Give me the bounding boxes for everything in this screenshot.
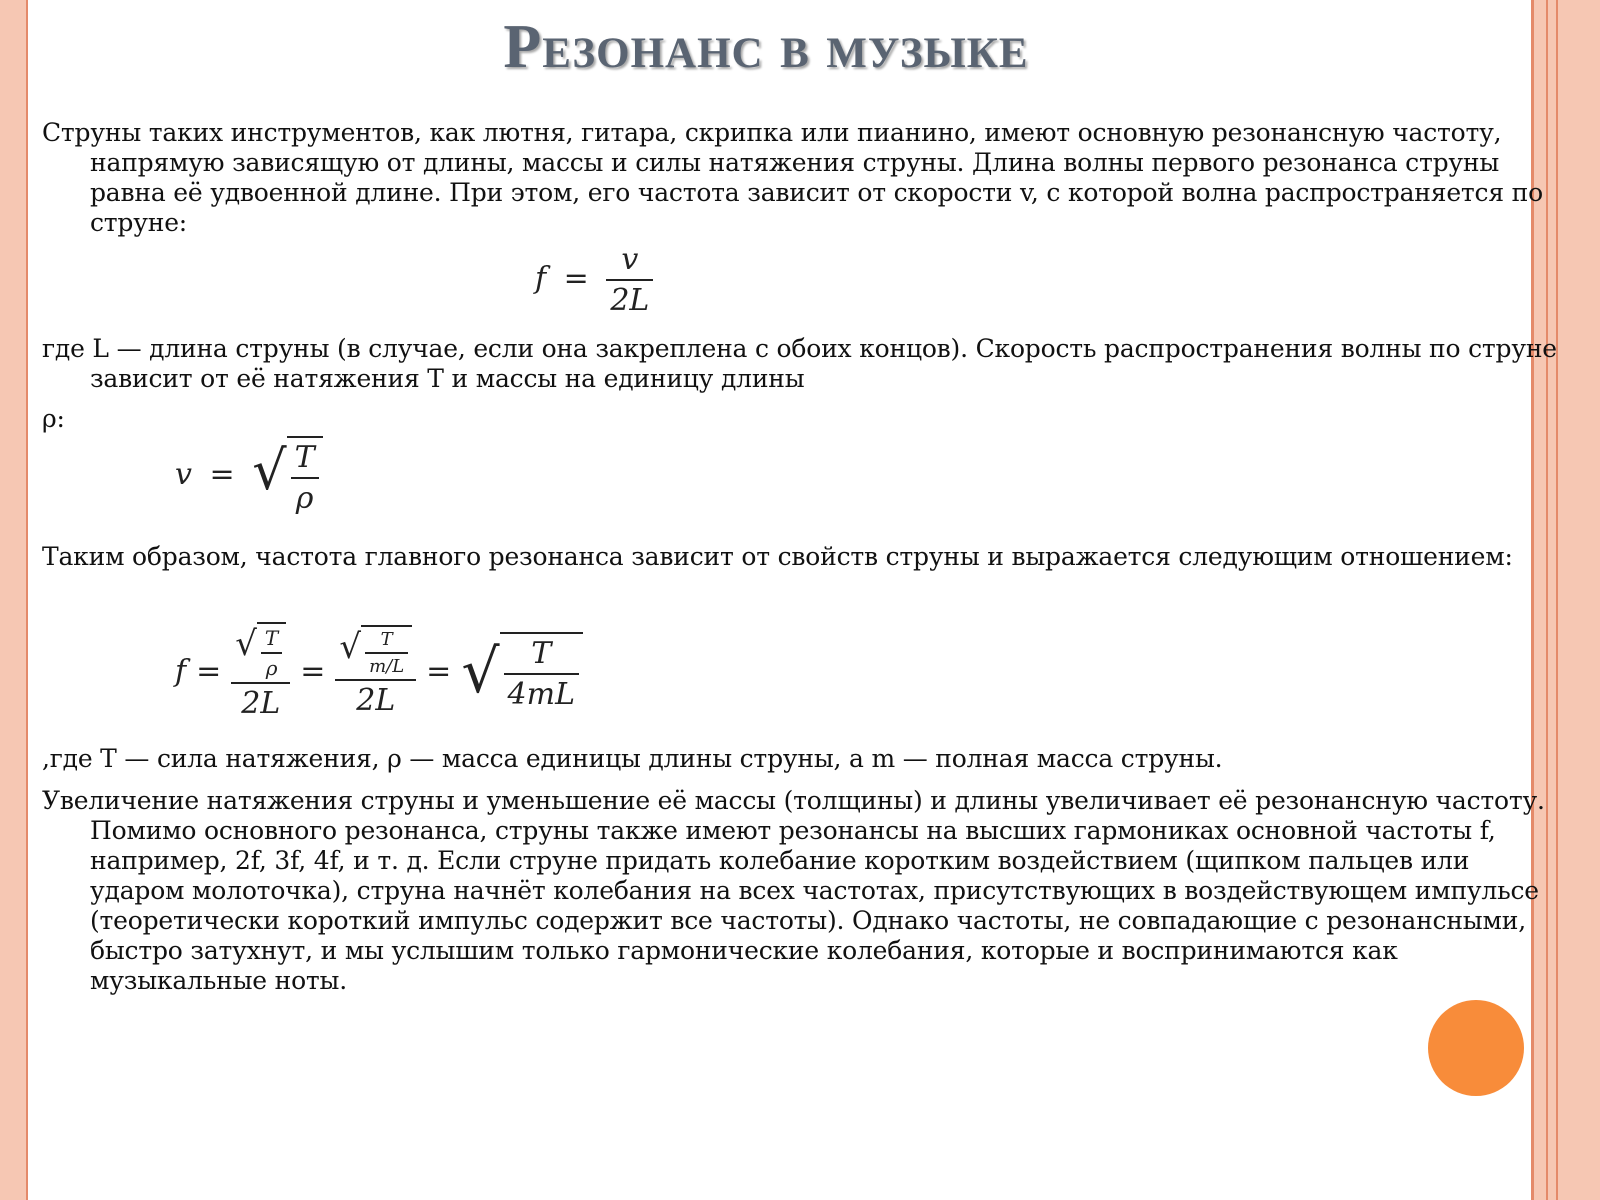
- formula-lhs: f: [175, 654, 187, 689]
- left-decor-line: [26, 0, 28, 1200]
- fraction-bar: [335, 679, 416, 681]
- fraction-denominator: ρ: [265, 656, 278, 680]
- fraction-bar: [365, 652, 408, 654]
- fraction-denominator: 2L: [356, 683, 396, 718]
- formula-sqrt: [461, 632, 583, 712]
- radicand: [287, 436, 323, 516]
- fraction-numerator: [335, 625, 416, 677]
- fraction-bar: [261, 652, 282, 654]
- formula-eq: =: [209, 457, 235, 492]
- fraction-denominator: 2L: [610, 283, 650, 318]
- fraction-numerator: T: [264, 626, 279, 650]
- fraction-numerator: T: [380, 629, 393, 650]
- decorative-orange-circle-icon: [1428, 1000, 1524, 1096]
- formula-fraction: [291, 440, 319, 516]
- paragraph-strings-intro: Струны таких инструментов, как лютня, гитара, скрипка или пианино, имеют основную резонансную частоту, напрямую зависящую от длины, массы и силы натяжения струны. Длина волны первого резонанса струны равна её удвоенной длине. При этом, его частота зависит от скорости v, с которой волна распространяется по струне:: [42, 118, 1543, 237]
- radicand: [500, 632, 583, 712]
- left-decor-bar: [0, 0, 26, 1200]
- formula-eq: =: [563, 261, 589, 296]
- radicand: [361, 625, 412, 677]
- formula-lhs: v: [175, 457, 192, 492]
- fraction-bar: [231, 682, 290, 684]
- fraction-bar: [606, 279, 653, 281]
- formula-eq: =: [300, 654, 326, 689]
- inner-fraction: [261, 626, 282, 680]
- paragraph-harmonics: Увеличение натяжения струны и уменьшение её массы (толщины) и длины увеличивает её резонансную частоту. Помимо основного резонанса, струны также имеют резонансы на высших гармониках основной частоты f, например, 2f, 3f, 4f, и т. д. Если струне придать колебание коротким воздействием (щипком пальцев или ударом молоточка), струна начнёт колебания на всех частотах, присутствующих в воздействующем импульсе (теоретически короткий импульс содержит все частоты). Однако частоты, не совпадающие с резонансными, быстро затухнут, и мы услышим только гармонические колебания, которые и воспринимаются как музыкальные ноты.: [42, 786, 1545, 995]
- radical-sign-icon: √: [339, 627, 362, 667]
- fraction-numerator: [231, 622, 290, 680]
- formula-fraction-c: [504, 636, 579, 712]
- fraction-denominator: 2L: [241, 686, 281, 721]
- formula-eq: =: [426, 654, 452, 689]
- formula-fraction-b: [335, 625, 416, 718]
- formula-sqrt: [252, 436, 322, 516]
- fraction-numerator: v: [621, 242, 639, 277]
- paragraph-length-definition: где L — длина струны (в случае, если она закреплена с обоих концов). Скорость распространения волны по струне зависит от её натяжения T и массы на единицу длины: [42, 334, 1557, 393]
- formula-velocity: [175, 436, 323, 516]
- paragraph-rho: ρ:: [42, 404, 65, 433]
- radical-sign-icon: √: [461, 636, 500, 707]
- formula-sqrt: [235, 622, 286, 680]
- paragraph-symbol-definitions: ,где T — сила натяжения, ρ — масса единицы длины струны, а m — полная масса струны.: [42, 744, 1223, 773]
- paragraph-main-resonance: Таким образом, частота главного резонанса зависит от свойств струны и выражается следующим отношением:: [42, 542, 1513, 571]
- radical-sign-icon: √: [235, 624, 257, 664]
- fraction-numerator: T: [531, 635, 552, 671]
- formula-sqrt: [339, 625, 412, 677]
- fraction-denominator: m/L: [369, 656, 405, 677]
- radicand: [257, 622, 286, 680]
- fraction-bar: [504, 673, 579, 675]
- formula-frequency: [535, 242, 653, 318]
- formula-fraction-a: [231, 622, 290, 721]
- formula-lhs: f: [535, 261, 547, 296]
- fraction-denominator: 4mL: [507, 676, 576, 712]
- slide-title: Резонанс в музыке: [503, 13, 1029, 81]
- radical-sign-icon: √: [252, 439, 287, 502]
- formula-eq: =: [196, 654, 222, 689]
- fraction-bar: [291, 477, 319, 479]
- formula-fraction: [606, 242, 653, 318]
- inner-fraction: [365, 629, 408, 677]
- fraction-numerator: T: [294, 440, 315, 475]
- fraction-denominator: ρ: [295, 481, 314, 516]
- formula-frequency-full: [175, 622, 583, 721]
